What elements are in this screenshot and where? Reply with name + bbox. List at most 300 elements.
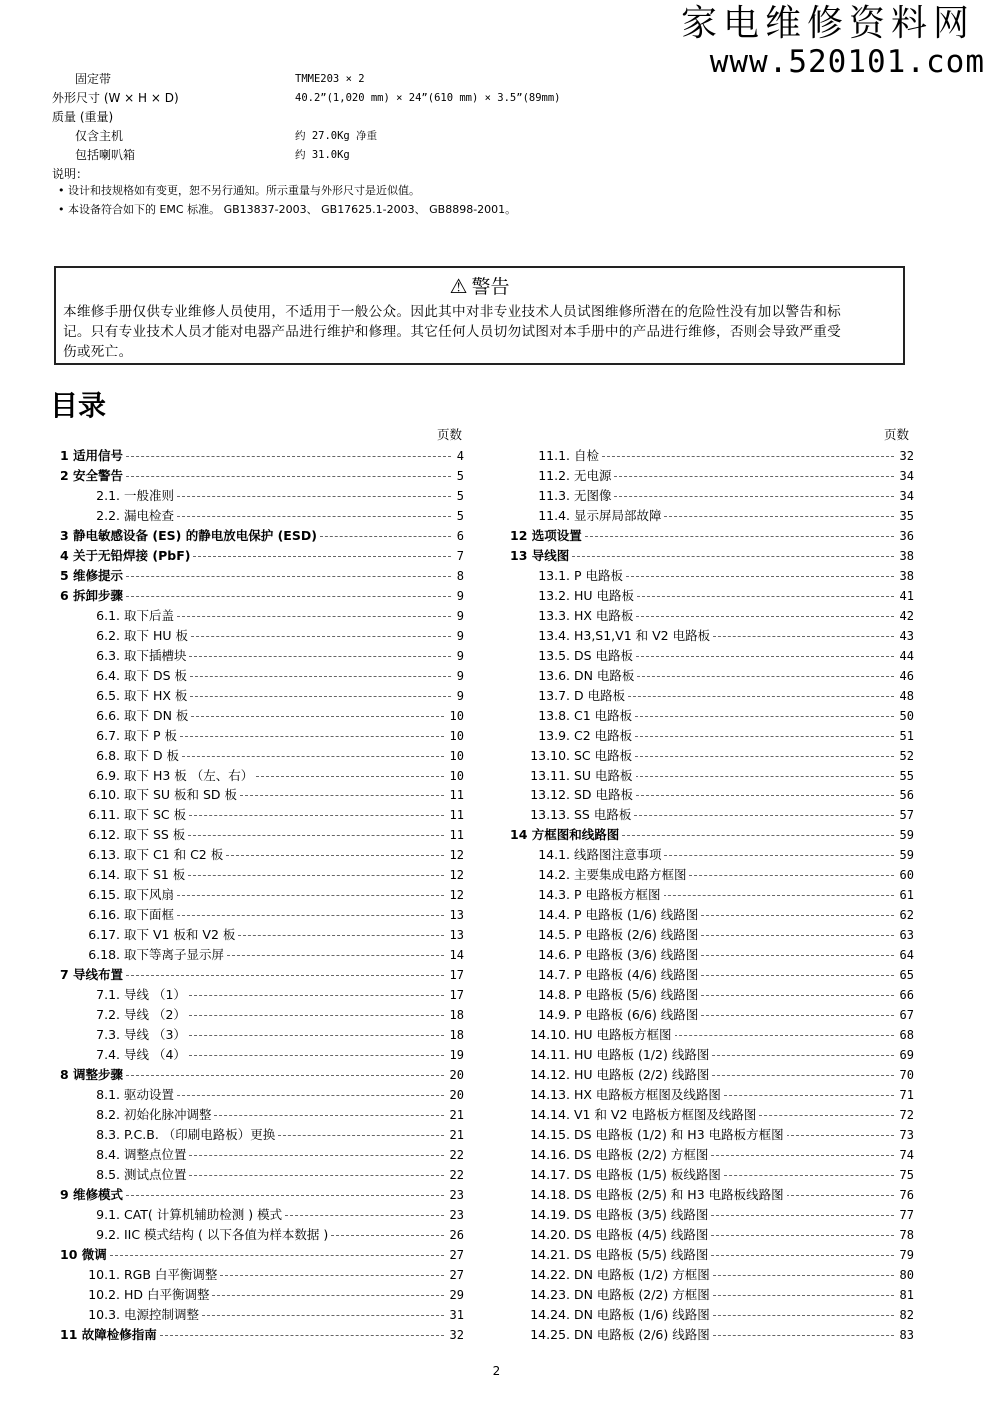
toc-number: 14.8. bbox=[538, 987, 570, 1003]
toc-text: 取下后盖 bbox=[120, 607, 174, 623]
toc-entry[interactable] bbox=[60, 646, 464, 666]
toc-entry[interactable] bbox=[510, 1285, 914, 1305]
warning-text bbox=[63, 302, 896, 362]
toc-leader bbox=[585, 536, 894, 537]
spec-row bbox=[0, 146, 993, 165]
toc-page: 51 bbox=[898, 726, 914, 746]
toc-page: 5 bbox=[455, 486, 464, 506]
toc-entry[interactable] bbox=[60, 1085, 464, 1105]
toc-page: 22 bbox=[448, 1165, 464, 1185]
toc-label bbox=[96, 1045, 189, 1065]
toc-page: 9 bbox=[455, 646, 464, 666]
toc-number: 6.14. bbox=[88, 867, 120, 883]
toc-entry[interactable] bbox=[60, 606, 464, 626]
toc-leader bbox=[189, 1035, 444, 1036]
toc-number: 11.2. bbox=[538, 467, 570, 483]
toc-text: SC 电路板 bbox=[570, 747, 633, 763]
toc-entry[interactable] bbox=[60, 1105, 464, 1125]
toc-label bbox=[88, 805, 189, 825]
toc-text: P 电路板 bbox=[570, 567, 623, 583]
toc-number: 8.2. bbox=[96, 1107, 120, 1122]
toc-text: P 电路板 (3/6) 线路图 bbox=[570, 947, 699, 963]
toc-number: 13.7. bbox=[538, 687, 570, 703]
toc-leader bbox=[636, 656, 894, 657]
toc-entry[interactable] bbox=[510, 546, 914, 566]
toc-number: 7 bbox=[60, 967, 69, 983]
toc-entry[interactable] bbox=[60, 1205, 464, 1225]
toc-page: 65 bbox=[898, 965, 914, 985]
toc-entry[interactable] bbox=[60, 506, 464, 526]
toc-label bbox=[538, 486, 614, 506]
toc-entry[interactable] bbox=[60, 845, 464, 865]
toc-text: P 电路板 (6/6) 线路图 bbox=[570, 1007, 699, 1023]
toc-page: 9 bbox=[455, 666, 464, 686]
toc-page: 11 bbox=[448, 825, 464, 845]
toc-entry[interactable] bbox=[60, 805, 464, 825]
toc-text: 取下等离子显示屏 bbox=[120, 947, 224, 963]
toc-entry[interactable] bbox=[510, 1245, 914, 1265]
toc-page: 68 bbox=[898, 1025, 914, 1045]
toc-text: HU 电路板 (2/2) 线路图 bbox=[570, 1067, 710, 1083]
toc-label bbox=[96, 1105, 214, 1125]
warning-triangle-icon: ⚠ bbox=[449, 274, 468, 298]
toc-page: 69 bbox=[898, 1045, 914, 1065]
toc-entry[interactable] bbox=[510, 1265, 914, 1285]
toc-text: DN 电路板 (2/6) 线路图 bbox=[570, 1326, 710, 1342]
toc-entry[interactable] bbox=[60, 526, 464, 546]
spec-row bbox=[0, 89, 993, 108]
toc-entry[interactable] bbox=[60, 1245, 464, 1265]
toc-entry[interactable] bbox=[510, 486, 914, 506]
toc-page: 5 bbox=[455, 506, 464, 526]
toc-page: 5 bbox=[455, 466, 464, 486]
toc-entry[interactable] bbox=[510, 626, 914, 646]
toc-text: 导线 （3） bbox=[120, 1027, 186, 1043]
toc-text: P 电路板 (4/6) 线路图 bbox=[570, 967, 699, 983]
toc-entry[interactable] bbox=[60, 586, 464, 606]
toc-label bbox=[530, 1045, 712, 1065]
toc-page: 8 bbox=[455, 566, 464, 586]
toc-number: 10.3. bbox=[88, 1306, 120, 1322]
toc-title: 目录 bbox=[50, 389, 107, 422]
toc-entry[interactable] bbox=[60, 965, 464, 985]
toc-number: 13.8. bbox=[538, 707, 570, 723]
toc-number: 12 bbox=[510, 527, 528, 543]
toc-entry[interactable] bbox=[60, 1325, 464, 1345]
toc-entry[interactable] bbox=[60, 905, 464, 925]
toc-entry[interactable] bbox=[510, 1025, 914, 1045]
toc-text: 选项设置 bbox=[527, 527, 582, 543]
toc-entry[interactable] bbox=[60, 865, 464, 885]
toc-label bbox=[538, 586, 637, 606]
toc-page: 59 bbox=[898, 845, 914, 865]
toc-leader bbox=[177, 915, 444, 916]
toc-number: 6.17. bbox=[88, 927, 120, 943]
toc-label bbox=[96, 686, 190, 706]
warning-line: 记。只有专业技术人员才能对电器产品进行维护和修理。其它任何人员切勿试图对本手册中的产品进行维修，否则会导致严重受 bbox=[63, 324, 842, 340]
toc-number: 6.8. bbox=[96, 747, 120, 763]
toc-leader bbox=[712, 1075, 893, 1076]
toc-label bbox=[530, 1025, 674, 1045]
toc-page: 56 bbox=[898, 785, 914, 805]
toc-label bbox=[538, 945, 701, 965]
toc-label bbox=[530, 805, 634, 825]
toc-page: 77 bbox=[898, 1205, 914, 1225]
toc-label bbox=[530, 746, 635, 766]
warning-title bbox=[56, 274, 903, 299]
watermark-url: www.520101.com bbox=[709, 44, 985, 80]
toc-entry[interactable] bbox=[510, 985, 914, 1005]
toc-page: 18 bbox=[448, 1005, 464, 1025]
toc-number: 13.5. bbox=[538, 647, 570, 663]
toc-label bbox=[88, 925, 238, 945]
toc-number: 14.14. bbox=[530, 1107, 570, 1122]
toc-page: 46 bbox=[898, 666, 914, 686]
toc-text: 取下 SS 板 bbox=[120, 827, 186, 843]
toc-entry[interactable] bbox=[510, 865, 914, 885]
toc-text: 取下 SC 板 bbox=[120, 807, 187, 823]
toc-entry[interactable] bbox=[60, 746, 464, 766]
toc-entry[interactable] bbox=[510, 925, 914, 945]
toc-label bbox=[60, 546, 193, 566]
toc-entry[interactable] bbox=[510, 1325, 914, 1345]
toc-label bbox=[538, 726, 635, 746]
toc-entry[interactable] bbox=[60, 1285, 464, 1305]
toc-entry[interactable] bbox=[510, 1165, 914, 1185]
toc-page: 38 bbox=[898, 546, 914, 566]
toc-entry[interactable] bbox=[510, 1305, 914, 1325]
toc-leader bbox=[786, 1135, 893, 1136]
toc-text: 取下 P 板 bbox=[120, 727, 177, 743]
toc-entry[interactable] bbox=[510, 805, 914, 825]
toc-number: 14.11. bbox=[530, 1047, 570, 1063]
note-line: • 本设备符合如下的 EMC 标准。 GB13837-2003、 GB17625.1-2003、 GB8898-2001。 bbox=[58, 203, 517, 216]
toc-leader bbox=[202, 1315, 444, 1316]
toc-entry[interactable] bbox=[60, 1165, 464, 1185]
toc-entry[interactable] bbox=[510, 825, 914, 845]
toc-number: 14.15. bbox=[530, 1126, 570, 1142]
toc-entry[interactable] bbox=[510, 766, 914, 786]
toc-entry[interactable] bbox=[510, 885, 914, 905]
toc-leader bbox=[701, 1015, 893, 1016]
toc-number: 11 bbox=[60, 1326, 78, 1342]
toc-text: 主要集成电路方框图 bbox=[570, 867, 687, 883]
toc-leader bbox=[177, 496, 451, 497]
toc-entry[interactable] bbox=[510, 506, 914, 526]
toc-leader bbox=[712, 1055, 893, 1056]
toc-text: 漏电检查 bbox=[120, 507, 174, 523]
toc-text: DS 电路板 (2/5) 和 H3 电路板线路图 bbox=[570, 1186, 784, 1202]
toc-entry[interactable] bbox=[60, 885, 464, 905]
toc-number: 13.6. bbox=[538, 667, 570, 683]
toc-entry[interactable] bbox=[60, 1185, 464, 1205]
toc-number: 8.3. bbox=[96, 1126, 120, 1142]
toc-label bbox=[96, 746, 182, 766]
toc-leader bbox=[602, 456, 894, 457]
toc-number: 13.12. bbox=[530, 787, 570, 803]
toc-entry[interactable] bbox=[510, 586, 914, 606]
toc-text: DS 电路板 (2/2) 方框图 bbox=[570, 1146, 709, 1162]
toc-entry[interactable] bbox=[60, 486, 464, 506]
toc-entry[interactable] bbox=[510, 1205, 914, 1225]
toc-leader bbox=[238, 935, 443, 936]
toc-label bbox=[60, 526, 320, 546]
toc-leader bbox=[713, 1295, 894, 1296]
toc-leader bbox=[189, 1015, 444, 1016]
toc-number: 7.2. bbox=[96, 1007, 120, 1023]
toc-page: 59 bbox=[898, 825, 914, 845]
toc-text: DS 电路板 (1/5) 板线路图 bbox=[570, 1166, 721, 1182]
toc-label bbox=[96, 606, 177, 626]
toc-page: 79 bbox=[898, 1245, 914, 1265]
toc-entry[interactable] bbox=[60, 706, 464, 726]
toc-label bbox=[530, 1185, 786, 1205]
toc-number: 8.5. bbox=[96, 1166, 120, 1182]
toc-entry[interactable] bbox=[60, 1025, 464, 1045]
toc-entry[interactable] bbox=[510, 606, 914, 626]
toc-entry[interactable] bbox=[510, 646, 914, 666]
spec-label: 仅含主机 bbox=[75, 129, 124, 143]
toc-page: 32 bbox=[448, 1325, 464, 1345]
toc-number: 14.23. bbox=[530, 1286, 570, 1302]
toc-entry[interactable] bbox=[510, 1105, 914, 1125]
toc-entry[interactable] bbox=[60, 466, 464, 486]
watermark-title: 家电维修资料网 bbox=[680, 3, 975, 44]
toc-leader bbox=[713, 636, 894, 637]
toc-number: 14.3. bbox=[538, 887, 570, 903]
toc-label bbox=[538, 985, 701, 1005]
toc-leader bbox=[614, 496, 893, 497]
toc-label bbox=[96, 726, 180, 746]
toc-leader bbox=[110, 1255, 444, 1256]
toc-page: 52 bbox=[898, 746, 914, 766]
toc-text: P 电路板 (5/6) 线路图 bbox=[570, 987, 699, 1003]
toc-label bbox=[530, 1285, 713, 1305]
toc-text: RGB 白平衡调整 bbox=[120, 1266, 218, 1282]
toc-text: 取下 HU 板 bbox=[120, 627, 188, 643]
toc-text: 电源控制调整 bbox=[120, 1306, 199, 1322]
toc-leader bbox=[193, 556, 450, 557]
toc-number: 7.3. bbox=[96, 1027, 120, 1043]
toc-text: HU 电路板方框图 bbox=[570, 1027, 672, 1043]
toc-text: 导线布置 bbox=[68, 967, 124, 983]
toc-entry[interactable] bbox=[60, 1265, 464, 1285]
toc-page: 44 bbox=[898, 646, 914, 666]
toc-number: 14.21. bbox=[530, 1246, 570, 1262]
toc-number: 8 bbox=[60, 1067, 69, 1083]
toc-number: 6 bbox=[60, 587, 69, 603]
toc-text: 故障检修指南 bbox=[77, 1326, 157, 1342]
toc-label bbox=[530, 1125, 786, 1145]
toc-entry[interactable] bbox=[510, 1065, 914, 1085]
toc-entry[interactable] bbox=[510, 1005, 914, 1025]
toc-text: DN 电路板 (1/6) 线路图 bbox=[570, 1306, 710, 1322]
toc-number: 6.12. bbox=[88, 827, 120, 843]
toc-entry[interactable] bbox=[60, 1065, 464, 1085]
toc-number: 14.12. bbox=[530, 1067, 570, 1083]
toc-text: HU 电路板 (1/2) 线路图 bbox=[570, 1047, 710, 1063]
toc-text: HX 电路板 bbox=[570, 607, 634, 623]
toc-number: 14.5. bbox=[538, 927, 570, 943]
toc-text: DN 电路板 (1/2) 方框图 bbox=[570, 1266, 710, 1282]
toc-entry[interactable] bbox=[510, 905, 914, 925]
toc-page: 12 bbox=[448, 885, 464, 905]
toc-entry[interactable] bbox=[510, 785, 914, 805]
toc-page: 82 bbox=[898, 1305, 914, 1325]
toc-entry[interactable] bbox=[60, 446, 464, 466]
toc-label bbox=[96, 666, 190, 686]
toc-leader bbox=[126, 1195, 443, 1196]
toc-entry[interactable] bbox=[60, 1225, 464, 1245]
toc-label bbox=[88, 825, 188, 845]
toc-entry[interactable] bbox=[510, 666, 914, 686]
toc-label bbox=[530, 1325, 713, 1345]
toc-entry[interactable] bbox=[510, 466, 914, 486]
toc-entry[interactable] bbox=[60, 766, 464, 786]
toc-text: 调整点位置 bbox=[120, 1146, 187, 1162]
toc-entry[interactable] bbox=[510, 945, 914, 965]
toc-entry[interactable] bbox=[60, 985, 464, 1005]
toc-number: 9.2. bbox=[96, 1226, 120, 1242]
toc-number: 6.3. bbox=[96, 647, 120, 663]
spec-value: TMME203 × 2 bbox=[295, 73, 365, 85]
toc-page: 20 bbox=[448, 1085, 464, 1105]
toc-entry[interactable] bbox=[60, 666, 464, 686]
toc-number: 1 bbox=[60, 448, 69, 463]
toc-number: 14.1. bbox=[538, 847, 570, 863]
toc-text: 取下 HX 板 bbox=[120, 687, 188, 703]
toc-text: DN 电路板 bbox=[570, 667, 635, 683]
toc-text: IIC 模式结构 ( 以下各值为样本数据 ) bbox=[120, 1226, 329, 1242]
toc-leader bbox=[701, 995, 893, 996]
toc-number: 6.4. bbox=[96, 667, 120, 683]
toc-leader bbox=[701, 915, 893, 916]
toc-number: 13.2. bbox=[538, 587, 570, 603]
toc-leader bbox=[786, 1195, 893, 1196]
toc-entry[interactable] bbox=[510, 1145, 914, 1165]
toc-entry[interactable] bbox=[510, 1225, 914, 1245]
toc-page: 83 bbox=[898, 1325, 914, 1345]
spec-value: 40.2”(1,020 mm) × 24”(610 mm) × 3.5”(89mm) bbox=[295, 92, 561, 104]
toc-page: 11 bbox=[448, 805, 464, 825]
toc-entry[interactable] bbox=[60, 726, 464, 746]
toc-entry[interactable] bbox=[60, 1305, 464, 1325]
toc-leader bbox=[220, 1275, 443, 1276]
toc-entry[interactable] bbox=[60, 945, 464, 965]
toc-leader bbox=[635, 736, 894, 737]
spec-label: 说明： bbox=[52, 167, 89, 181]
toc-label bbox=[510, 546, 572, 566]
toc-page: 50 bbox=[898, 706, 914, 726]
toc-number: 13.10. bbox=[530, 747, 570, 763]
toc-leader bbox=[256, 776, 443, 777]
toc-entry[interactable] bbox=[60, 1045, 464, 1065]
toc-entry[interactable] bbox=[510, 746, 914, 766]
toc-entry[interactable] bbox=[60, 785, 464, 805]
toc-entry[interactable] bbox=[510, 446, 914, 466]
toc-label bbox=[538, 885, 663, 905]
toc-leader bbox=[701, 955, 893, 956]
warning-box bbox=[54, 266, 905, 365]
toc-entry[interactable] bbox=[60, 1125, 464, 1145]
spec-label: 包括喇叭箱 bbox=[75, 148, 136, 162]
toc-page: 19 bbox=[448, 1045, 464, 1065]
toc-leader bbox=[126, 975, 443, 976]
toc-number: 2.2. bbox=[96, 507, 120, 523]
toc-entry[interactable] bbox=[60, 1005, 464, 1025]
toc-entry[interactable] bbox=[60, 925, 464, 945]
toc-text: CAT( 计算机辅助检测 ) 模式 bbox=[120, 1206, 283, 1222]
toc-label bbox=[88, 845, 226, 865]
toc-entry[interactable] bbox=[510, 526, 914, 546]
toc-number: 6.15. bbox=[88, 887, 120, 903]
toc-number: 13.3. bbox=[538, 607, 570, 623]
toc-number: 14.22. bbox=[530, 1266, 570, 1282]
toc-entry[interactable] bbox=[510, 845, 914, 865]
toc-leader bbox=[689, 875, 893, 876]
toc-number: 14.18. bbox=[530, 1186, 570, 1202]
toc-entry[interactable] bbox=[60, 566, 464, 586]
toc-text: 拆卸步骤 bbox=[68, 587, 124, 603]
toc-number: 6.13. bbox=[88, 847, 120, 863]
toc-page: 9 bbox=[455, 626, 464, 646]
toc-text: 安全警告 bbox=[68, 467, 124, 483]
toc-entry[interactable] bbox=[60, 1145, 464, 1165]
toc-leader bbox=[759, 1115, 893, 1116]
toc-text: 导线图 bbox=[527, 547, 570, 563]
toc-label bbox=[88, 905, 177, 925]
toc-entry[interactable] bbox=[510, 1045, 914, 1065]
toc-entry[interactable] bbox=[60, 686, 464, 706]
toc-leader bbox=[724, 1095, 894, 1096]
toc-page: 62 bbox=[898, 905, 914, 925]
toc-entry[interactable] bbox=[510, 1125, 914, 1145]
toc-leader bbox=[628, 696, 894, 697]
toc-label bbox=[96, 1085, 177, 1105]
toc-text: V1 和 V2 电路板方框图及线路图 bbox=[570, 1107, 757, 1122]
toc-entry[interactable] bbox=[510, 1185, 914, 1205]
toc-leader bbox=[126, 596, 451, 597]
toc-number: 11.3. bbox=[538, 487, 570, 503]
toc-leader bbox=[126, 1075, 443, 1076]
toc-entry[interactable] bbox=[60, 626, 464, 646]
toc-page: 26 bbox=[448, 1225, 464, 1245]
toc-leader bbox=[191, 636, 451, 637]
toc-leader bbox=[711, 1255, 893, 1256]
spec-label: 固定带 bbox=[75, 72, 112, 86]
toc-number: 8.4. bbox=[96, 1146, 120, 1162]
toc-entry[interactable] bbox=[510, 1085, 914, 1105]
toc-entry[interactable] bbox=[510, 566, 914, 586]
toc-leader bbox=[713, 1315, 894, 1316]
toc-entry[interactable] bbox=[60, 825, 464, 845]
toc-number: 14.17. bbox=[530, 1166, 570, 1182]
toc-text: P 电路板方框图 bbox=[570, 887, 661, 903]
toc-label bbox=[510, 526, 585, 546]
toc-page: 20 bbox=[448, 1065, 464, 1085]
toc-text: DS 电路板 bbox=[570, 647, 634, 663]
toc-page: 73 bbox=[898, 1125, 914, 1145]
toc-entry[interactable] bbox=[510, 965, 914, 985]
toc-number: 6.16. bbox=[88, 907, 120, 923]
toc-text: 微调 bbox=[77, 1246, 107, 1262]
toc-leader bbox=[711, 1215, 893, 1216]
toc-leader bbox=[182, 756, 444, 757]
toc-entry[interactable] bbox=[60, 546, 464, 566]
toc-entry[interactable] bbox=[510, 726, 914, 746]
toc-entry[interactable] bbox=[510, 686, 914, 706]
toc-entry[interactable] bbox=[510, 706, 914, 726]
